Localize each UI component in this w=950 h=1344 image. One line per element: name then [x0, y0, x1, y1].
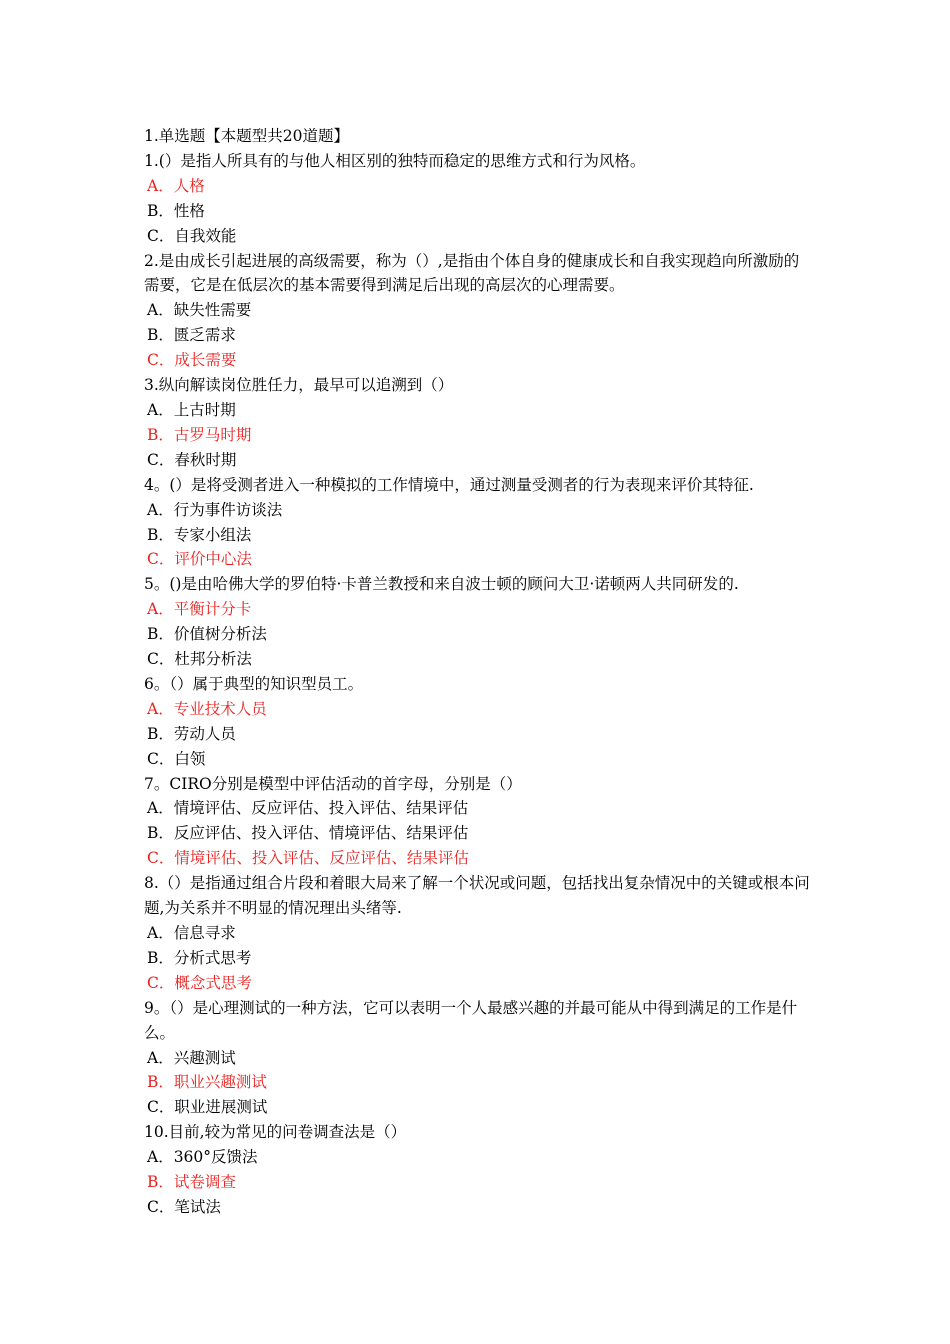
answer-option: B．价值树分析法: [147, 625, 267, 644]
document-body: [144, 124, 814, 1220]
answer-option: B．反应评估、投入评估、情境评估、结果评估: [147, 824, 469, 843]
answer-option: B．专家小组法: [147, 525, 252, 544]
question-block: [144, 373, 814, 473]
answer-option: C．笔试法: [147, 1197, 221, 1216]
answer-option-correct: C．评价中心法: [147, 550, 252, 569]
answer-option-correct: A．专业技术人员: [147, 699, 267, 718]
answer-option-correct: C．情境评估、投入评估、反应评估、结果评估: [147, 849, 469, 868]
answer-option: B．性格: [147, 201, 205, 220]
question-text: 7。CIRO分别是模型中评估活动的首字母，分别是（）: [144, 774, 522, 793]
answer-option: C．自我效能: [147, 226, 237, 245]
question-text: 5。()是由哈佛大学的罗伯特·卡普兰教授和来自波士顿的顾问大卫·诺顿两人共同研发的.: [144, 575, 739, 594]
answer-option: C．杜邦分析法: [147, 650, 252, 669]
question-block: [144, 1120, 814, 1220]
answer-option-correct: C．概念式思考: [147, 973, 252, 992]
answer-option: A．情境评估、反应评估、投入评估、结果评估: [147, 799, 469, 818]
question-text: 3.纵向解读岗位胜任力，最早可以追溯到（）: [144, 376, 454, 395]
answer-option-correct: B．古罗马时期: [147, 425, 252, 444]
answer-option: A．上古时期: [147, 400, 236, 419]
answer-option-correct: B．职业兴趣测试: [147, 1073, 267, 1092]
question-block: [144, 572, 814, 672]
question-text: 8.（）是指通过组合片段和着眼大局来了解一个状况或问题，包括找出复杂情况中的关键或根本问题,为关系并不明显的情况理出头绪等.: [144, 874, 810, 918]
question-block: [144, 473, 814, 573]
question-block: [144, 672, 814, 772]
answer-option-correct: A．人格: [147, 176, 205, 195]
answer-option: B．劳动人员: [147, 724, 236, 743]
answer-option: A．行为事件访谈法: [147, 500, 283, 519]
answer-option-correct: A．平衡计分卡: [147, 600, 252, 619]
question-text: 1.(）是指人所具有的与他人相区别的独特而稳定的思维方式和行为风格。: [144, 151, 646, 170]
answer-option: C．春秋时期: [147, 450, 237, 469]
answer-option: A．360°反馈法: [147, 1148, 258, 1167]
question-block: [144, 772, 814, 872]
answer-option-correct: C．成长需要: [147, 351, 237, 370]
answer-option: C．职业进展测试: [147, 1098, 268, 1117]
question-text: 9。（）是心理测试的一种方法，它可以表明一个人最感兴趣的并最可能从中得到满足的工作是什么。: [144, 998, 798, 1042]
question-list: [144, 149, 814, 1220]
question-block: [144, 871, 814, 996]
question-block: [144, 149, 814, 249]
answer-option: B．分析式思考: [147, 948, 252, 967]
answer-option: A．兴趣测试: [147, 1048, 236, 1067]
question-block: [144, 249, 814, 374]
question-text: 6。（）属于典型的知识型员工。: [144, 674, 364, 693]
answer-option: A．缺失性需要: [147, 301, 252, 320]
answer-option: B．匮乏需求: [147, 326, 236, 345]
question-text: 4。(）是将受测者进入一种模拟的工作情境中，通过测量受测者的行为表现来评价其特征.: [144, 475, 754, 494]
answer-option: C．白领: [147, 749, 206, 768]
answer-option: A．信息寻求: [147, 924, 236, 942]
question-text: 10.目前,较为常见的问卷调查法是（）: [144, 1123, 407, 1142]
question-text: 2.是由成长引起进展的高级需要，称为（）,是指由个体自身的健康成长和自我实现趋向所激励的需要，它是在低层次的基本需要得到满足后出现的高层次的心理需要。: [144, 251, 800, 295]
answer-option-correct: B．试卷调查: [147, 1173, 236, 1192]
question-block: [144, 996, 814, 1121]
section-heading: 1.单选题【本题型共20道题】: [144, 127, 350, 145]
